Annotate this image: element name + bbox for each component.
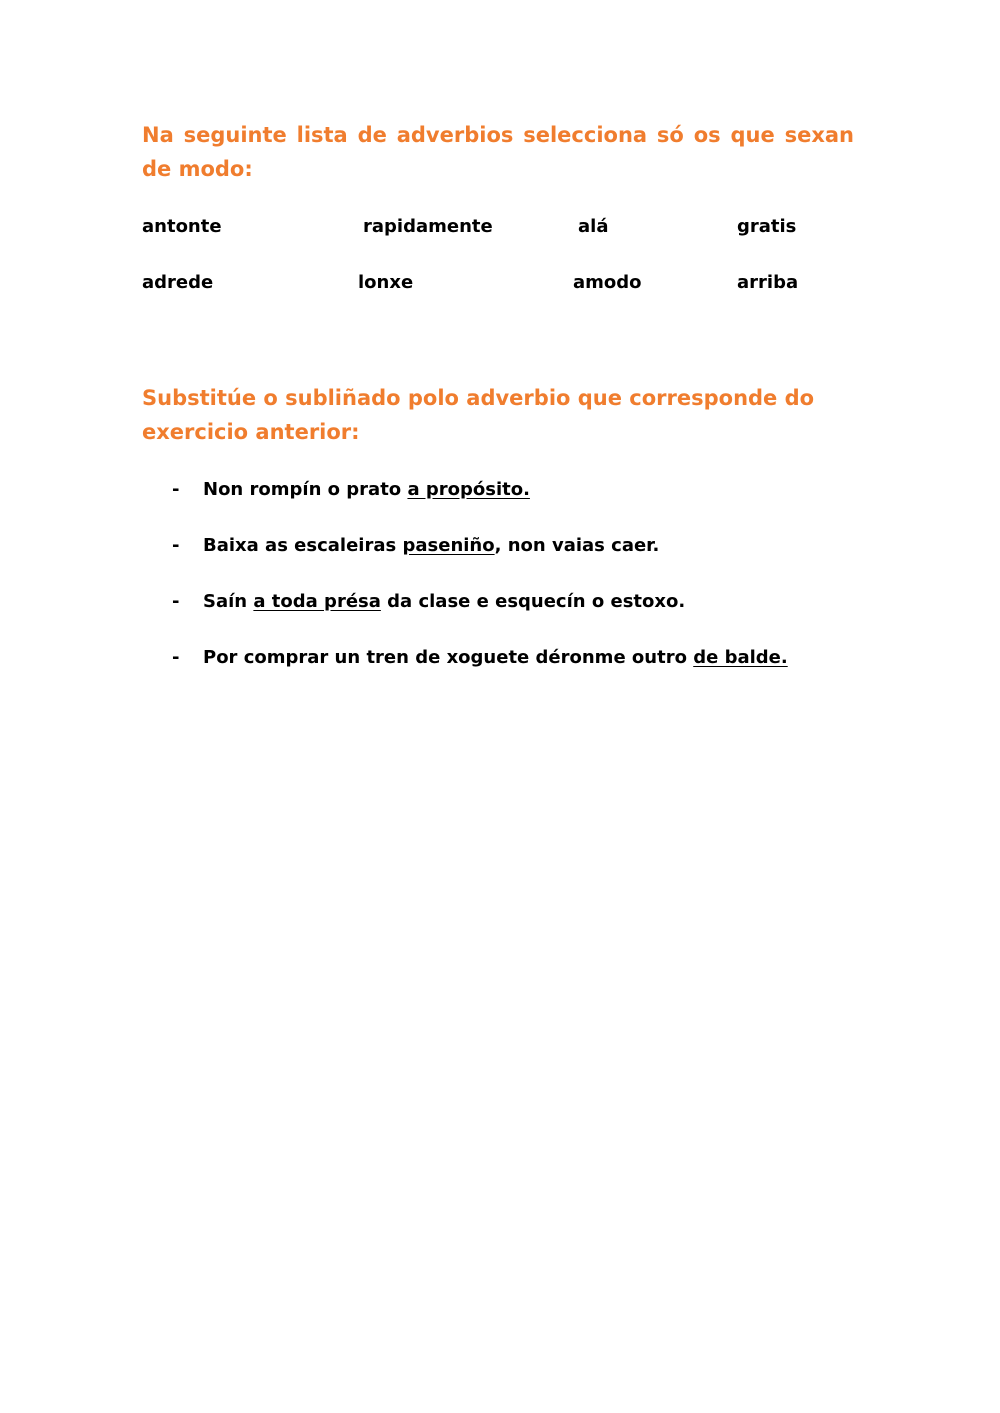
adverb-option[interactable]: alá	[578, 216, 609, 237]
adverb-option[interactable]: gratis	[737, 216, 797, 237]
adverb-option[interactable]: lonxe	[358, 272, 414, 293]
exercise-1-instruction: Na seguinte lista de adverbios selecciona só os que sexan de modo:	[142, 123, 854, 181]
sentence-text: Baixa as escaleiras	[203, 535, 403, 556]
adverb-option[interactable]: amodo	[573, 272, 642, 293]
sentence-text: Por comprar un tren de xoguete déronme outro	[203, 647, 694, 668]
sentence-text: Non rompín o prato	[203, 479, 408, 500]
adverb-option[interactable]: arriba	[737, 272, 799, 293]
sentence-text: , non vaias caer.	[494, 535, 660, 556]
sentence-item	[172, 478, 530, 502]
bullet-dash: -	[172, 647, 180, 668]
sentence-item	[172, 590, 685, 614]
sentence-text: da clase e esquecín o estoxo.	[380, 591, 686, 612]
underlined-phrase[interactable]: de balde.	[693, 647, 788, 668]
underlined-phrase[interactable]: paseniño	[402, 535, 495, 556]
adverb-option[interactable]: antonte	[142, 216, 222, 237]
bullet-dash: -	[172, 479, 180, 500]
underlined-phrase[interactable]: a propósito.	[407, 479, 530, 500]
adverb-option[interactable]: adrede	[142, 272, 214, 293]
bullet-dash: -	[172, 535, 180, 556]
adverb-option[interactable]: rapidamente	[363, 216, 493, 237]
sentence-item	[172, 646, 788, 670]
sentence-item	[172, 534, 659, 558]
bullet-dash: -	[172, 591, 180, 612]
exercise-2-instruction: Substitúe o subliñado polo adverbio que corresponde do exercicio anterior:	[142, 386, 815, 444]
underlined-phrase[interactable]: a toda présa	[253, 591, 381, 612]
sentence-text: Saín	[203, 591, 254, 612]
